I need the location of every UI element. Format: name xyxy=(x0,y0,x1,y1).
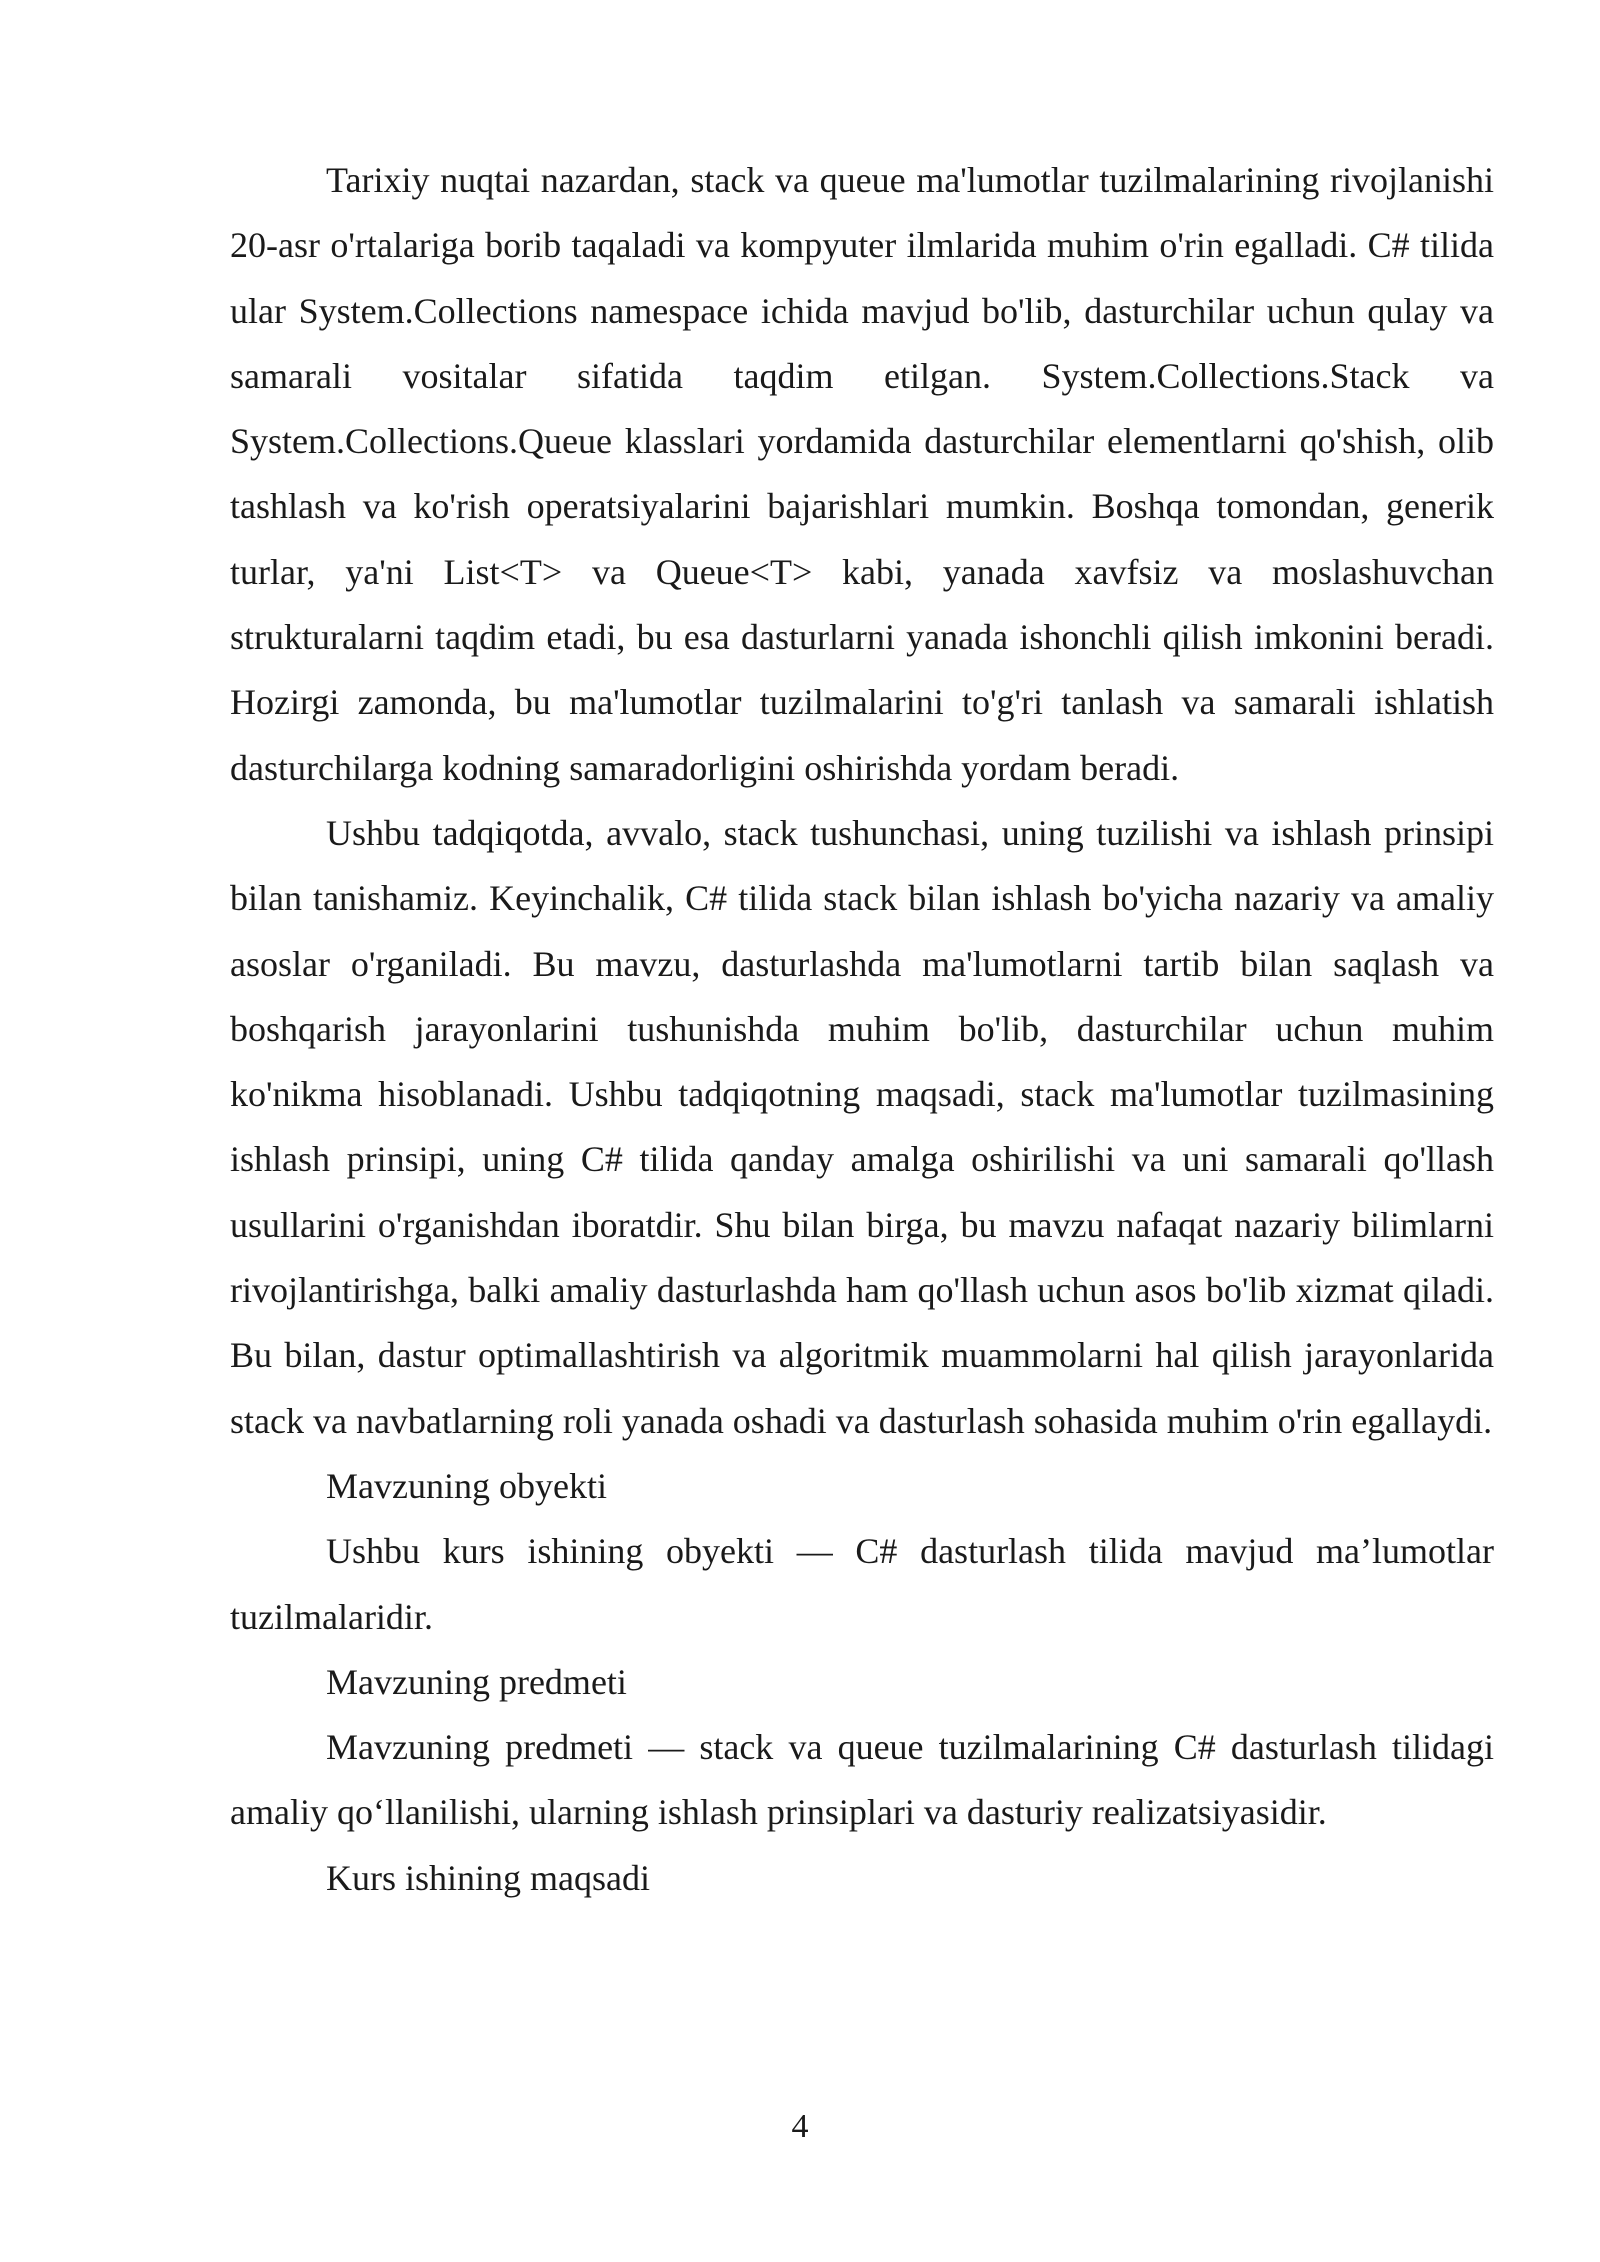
paragraph-object: Ushbu kurs ishining obyekti — C# dasturlash tilida mavjud ma’lumotlar tuzilmalaridir. xyxy=(230,1531,1494,1637)
paragraph-subject: Mavzuning predmeti — stack va queue tuzilmalarining C# dasturlash tilidagi amaliy qo‘llanilishi, ularning ishlash prinsiplari va dasturiy realizatsiyasidir. xyxy=(230,1727,1494,1833)
document-body xyxy=(230,148,1494,1911)
section-heading-goal: Kurs ishining maqsadi xyxy=(326,1857,650,1898)
paragraph-research: Ushbu tadqiqotda, avvalo, stack tushunchasi, uning tuzilishi va ishlash prinsipi bilan tanishamiz. Keyinchalik, C# tilida stack bilan ishlash bo'yicha nazariy va amaliy asoslar o'rganiladi. Bu mavzu, dasturlashda ma'lumotlarni tartib bilan saqlash va boshqarish jarayonlarini tushunishda muhim bo'lib, dasturchilar uchun muhim ko'nikma hisoblanadi. Ushbu tadqiqotning maqsadi, stack ma'lumotlar tuzilmasining ishlash prinsipi, uning C# tilida qanday amalga oshirilishi va uni samarali qo'llash usullarini o'rganishdan iboratdir. Shu bilan birga, bu mavzu nafaqat nazariy bilimlarni rivojlantirishga, balki amaliy dasturlashda ham qo'llash uchun asos bo'lib xizmat qiladi. Bu bilan, dastur optimallashtirish va algoritmik muammolarni hal qilish jarayonlarida stack va navbatlarning roli yanada oshadi va dasturlash sohasida muhim o'rin egallaydi. xyxy=(230,812,1494,1441)
paragraph-history: Tarixiy nuqtai nazardan, stack va queue ma'lumotlar tuzilmalarining rivojlanishi 20-asr o'rtalariga borib taqaladi va kompyuter ilmlarida muhim o'rin egalladi. C# tilida ular System.Collections namespace ichida mavjud bo'lib, dasturchilar uchun qulay va samarali vositalar sifatida taqdim etilgan. System.Collections.Stack va System.Collections.Queue klasslari yordamida dasturchilar elementlarni qo'shish, olib tashlash va ko'rish operatsiyalarini bajarishlari mumkin. Boshqa tomondan, generik turlar, ya'ni List<T> va Queue<T> kabi, yanada xavfsiz va moslashuvchan strukturalarni taqdim etadi, bu esa dasturlarni yanada ishonchli qilish imkonini beradi. Hozirgi zamonda, bu ma'lumotlar tuzilmalarini to'g'ri tanlash va samarali ishlatish dasturchilarga kodning samaradorligini oshirishda yordam beradi. xyxy=(230,160,1494,788)
section-heading-object: Mavzuning obyekti xyxy=(326,1465,607,1506)
section-heading-subject: Mavzuning predmeti xyxy=(326,1661,627,1702)
page-number: 4 xyxy=(791,2108,809,2145)
